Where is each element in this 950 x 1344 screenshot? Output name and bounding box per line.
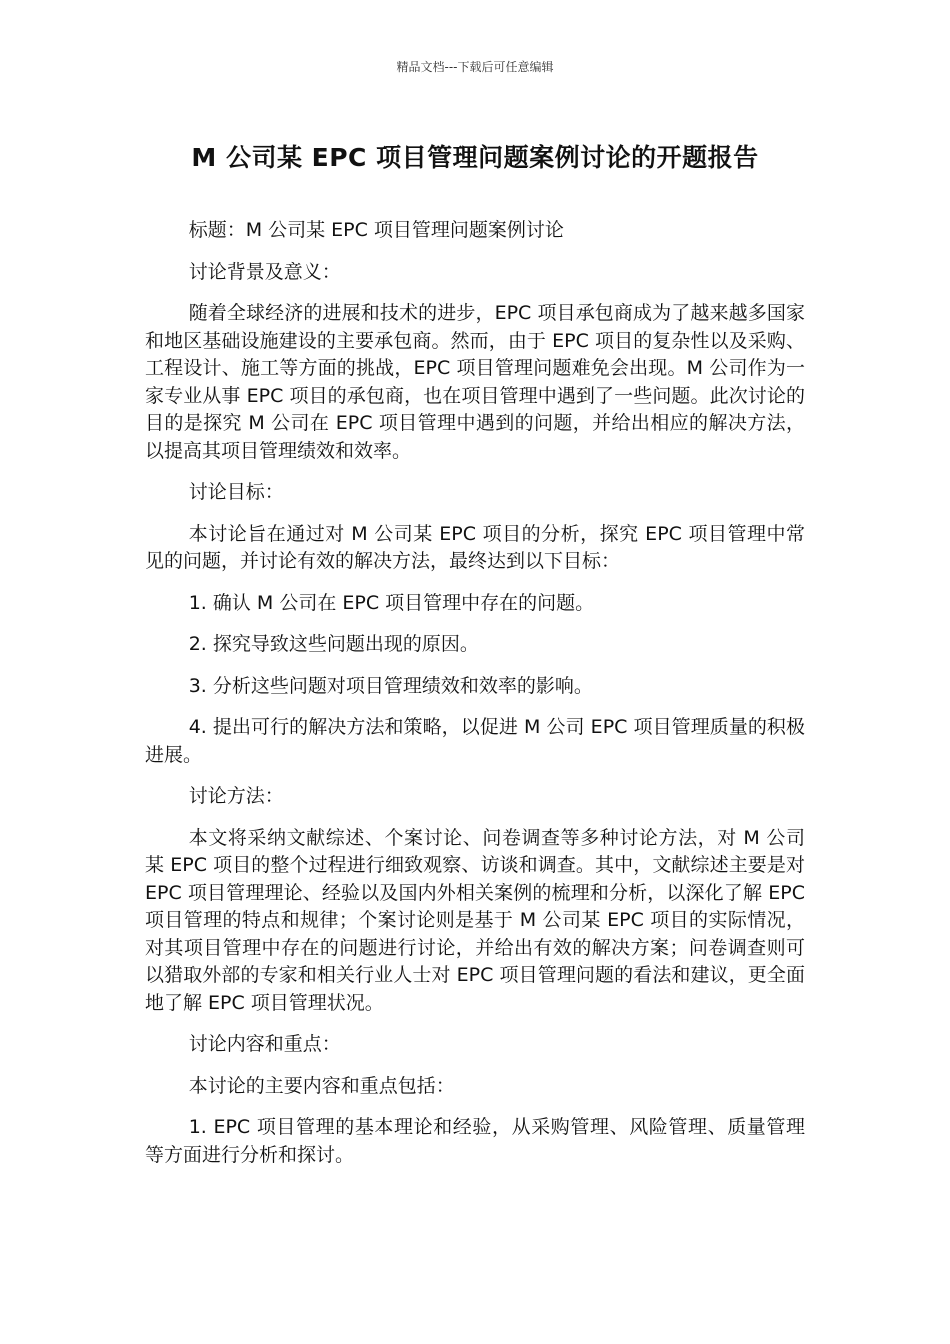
document-body — [145, 217, 805, 1183]
list-item: 2. 探究导致这些问题出现的原因。 — [188, 633, 479, 655]
paragraph-background: 随着全球经济的进展和技术的进步，EPC 项目承包商成为了越来越多国家和地区基础设施建设的主要承包商。然而，由于 EPC 项目的复杂性以及采购、工程设计、施工等方面的挑战，EPC 项目管理问题难免会出现。M 公司作为一家专业从事 EPC 项目的承包商，也在项目管理中遇到了一些问题。此次讨论的目的是探究 M 公司在 EPC 项目管理中遇到的问题，并给出相应的解决方法，以提高其项目管理绩效和效率。 — [145, 302, 805, 462]
list-item: 4. 提出可行的解决方法和策略，以促进 M 公司 EPC 项目管理质量的积极进展。 — [145, 716, 805, 766]
heading-methods: 讨论方法： — [188, 785, 284, 807]
heading-content: 讨论内容和重点： — [188, 1033, 341, 1055]
paragraph-content-intro: 本讨论的主要内容和重点包括： — [188, 1074, 455, 1097]
heading-objectives: 讨论目标： — [188, 481, 284, 503]
list-item: 3. 分析这些问题对项目管理绩效和效率的影响。 — [188, 674, 593, 697]
header-note: 精品文档---下载后可任意编辑 — [396, 60, 554, 74]
heading-background: 讨论背景及意义： — [188, 260, 341, 283]
paragraph-objectives: 本讨论旨在通过对 M 公司某 EPC 项目的分析，探究 EPC 项目管理中常见的问题，并讨论有效的解决方法，最终达到以下目标： — [145, 522, 805, 572]
document-title: M 公司某 EPC 项目管理问题案例讨论的开题报告 — [191, 143, 759, 172]
list-item: 1. 确认 M 公司在 EPC 项目管理中存在的问题。 — [188, 591, 595, 614]
paragraph-subject: 标题：M 公司某 EPC 项目管理问题案例讨论 — [188, 219, 564, 241]
paragraph-methods: 本文将采纳文献综述、个案讨论、问卷调查等多种讨论方法，对 M 公司某 EPC 项目的整个过程进行细致观察、访谈和调查。其中，文献综述主要是对 EPC 项目管理理论、经验以及国内外相关案例的梳理和分析，以深化了解 EPC 项目管理的特点和规律；个案讨论则是基于 M 公司某 EPC 项目的实际情况，对其项目管理中存在的问题进行讨论，并给出有效的解决方案；问卷调查则可以猎取外部的专家和相关行业人士对 EPC 项目管理问题的看法和建议，更全面地了解 EPC 项目管理状况。 — [145, 826, 805, 1014]
list-item: 1. EPC 项目管理的基本理论和经验，从采购管理、风险管理、质量管理等方面进行分析和探讨。 — [145, 1116, 805, 1166]
